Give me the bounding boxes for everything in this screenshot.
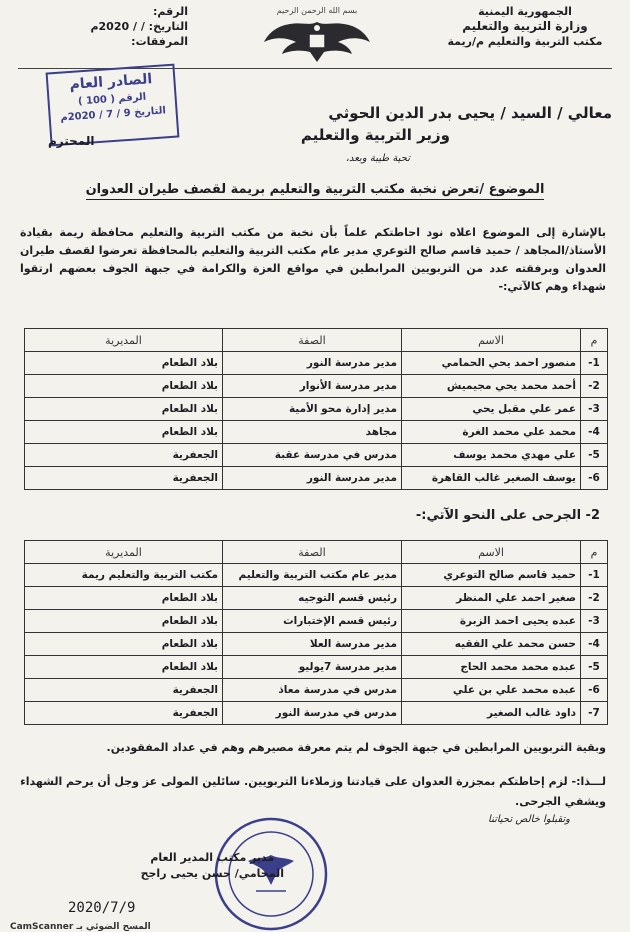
col-district: المديرية xyxy=(25,329,223,352)
cell-district: بلاد الطعام xyxy=(25,352,223,375)
table-row xyxy=(25,375,608,398)
closing-paragraph: لـــذا:- لزم إحاطتكم بمجزرة العدوان على قيادتنا وزملاءنا التربويين. سائلين المولى عز وجل أن يرحم الشهداء ويشفي الجرحى. xyxy=(20,775,606,808)
cell-role: مدير مدرسة 7يوليو xyxy=(223,656,402,679)
date-label: التاريخ: / / 2020م xyxy=(90,20,188,33)
cell-role: مدرس في مدرسة معاذ xyxy=(223,679,402,702)
cell-district: الجعفرية xyxy=(25,467,223,490)
cell-role: مدرس في مدرسة النور xyxy=(223,702,402,725)
cell-num: 5- xyxy=(581,444,608,467)
stamp-date: التاريخ 9 / 7 / 2020م xyxy=(60,105,167,124)
greeting: تحية طيبة وبعد، xyxy=(345,153,410,164)
cell-num: 4- xyxy=(581,633,608,656)
cell-role: مدير مدرسة الأنوار xyxy=(223,375,402,398)
cell-district: الجعفرية xyxy=(25,444,223,467)
cell-district: بلاد الطعام xyxy=(25,633,223,656)
cell-num: 2- xyxy=(581,375,608,398)
cell-name: حسن محمد علي الفقيه xyxy=(402,633,581,656)
ref-label: الرقم: xyxy=(153,5,188,18)
table-row xyxy=(25,702,608,725)
respected-label: المحترم xyxy=(48,134,95,148)
ministry-name: وزارة التربية والتعليم xyxy=(462,19,588,33)
office-name: مكتب التربية والتعليم م/ريمة xyxy=(447,35,603,48)
table-row xyxy=(25,633,608,656)
cell-district: بلاد الطعام xyxy=(25,656,223,679)
subject-text: الموضوع /تعرض نخبة مكتب التربية والتعليم بريمة لقصف طيران العدوان xyxy=(86,182,545,200)
table-row xyxy=(25,587,608,610)
stamp-number: الرقم ( 100 ) xyxy=(77,91,147,108)
subject-line xyxy=(0,182,630,197)
cell-role: مدير مدرسة النور xyxy=(223,467,402,490)
cell-role: مجاهد xyxy=(223,421,402,444)
col-name: الاسم xyxy=(402,329,581,352)
col-name: الاسم xyxy=(402,541,581,564)
signer-block xyxy=(141,850,284,882)
cell-role: مدرس في مدرسة عقبة xyxy=(223,444,402,467)
cell-name: منصور احمد يحي الحمامي xyxy=(402,352,581,375)
cell-num: 1- xyxy=(581,564,608,587)
cell-num: 5- xyxy=(581,656,608,679)
cell-num: 3- xyxy=(581,398,608,421)
cell-num: 6- xyxy=(581,467,608,490)
cell-district: بلاد الطعام xyxy=(25,398,223,421)
cell-role: مدير إدارة محو الأمية xyxy=(223,398,402,421)
cell-name: أحمد محمد يحي مجيميش xyxy=(402,375,581,398)
cell-role: مدير مدرسة النور xyxy=(223,352,402,375)
col-district: المديرية xyxy=(25,541,223,564)
scanner-watermark xyxy=(10,922,151,932)
cell-district: الجعفرية xyxy=(25,679,223,702)
intro-paragraph: بالإشارة إلى الموضوع اعلاه نود احاطتكم علماً بأن نخبة من مكتب التربية والتعليم محافظة ريمة بقيادة الأستاذ/المجاهد / حميد قاسم صالح التوعري مدير عام مكتب التربية والتعليم بالمحافظة تعرضوا لقصف طيران العدوان وبرفقته عدد من التربويين المرابطين في مواقع العزة والكرامة في جبهة الجوف بعضهم ارتقوا شهداء وهم كالآتي:- xyxy=(20,226,606,293)
table-row xyxy=(25,398,608,421)
table-header-row xyxy=(25,541,608,564)
cell-num: 2- xyxy=(581,587,608,610)
cell-district: بلاد الطعام xyxy=(25,587,223,610)
table-row xyxy=(25,421,608,444)
cell-name: عمر علي مقبل يحي xyxy=(402,398,581,421)
basmala: بسم الله الرحمن الرحيم xyxy=(276,6,358,15)
cell-name: عبده محمد علي بن علي xyxy=(402,679,581,702)
addressee-title: وزير التربية والتعليم xyxy=(300,126,450,144)
col-role: الصفة xyxy=(223,541,402,564)
missing-note: وبقية التربويين المرابطين في جبهة الجوف لم يتم معرفة مصيرهم وهم في عداد المفقودين. xyxy=(106,741,606,754)
stamp-title: الصادر العام xyxy=(69,71,153,93)
cell-name: عبده محمد محمد الحاج xyxy=(402,656,581,679)
table-header-row xyxy=(25,329,608,352)
cell-name: محمد علي محمد الغرة xyxy=(402,421,581,444)
addressee-name: معالي / السيد / يحيى بدر الدين الحوثي xyxy=(328,104,612,122)
country-name: الجمهورية اليمنية xyxy=(478,5,572,18)
letterhead-right xyxy=(440,4,610,49)
eagle-emblem-icon xyxy=(262,16,372,64)
regards-line: وتقبلوا خالص تحياتنا xyxy=(488,814,570,825)
table-row xyxy=(25,352,608,375)
cell-name: عبده يحيى احمد الزبرة xyxy=(402,610,581,633)
cell-district: مكتب التربية والتعليم ريمة xyxy=(25,564,223,587)
table-row xyxy=(25,656,608,679)
signer-name: المحامي/ حسن يحيى راجح xyxy=(140,867,284,880)
signature-date: 2020/7/9 xyxy=(68,900,136,916)
signer-title: مدير مكتب المدير العام xyxy=(150,851,275,864)
cell-role: مدير مدرسة العلا xyxy=(223,633,402,656)
wounded-heading: 2- الجرحى على النحو الآتي:- xyxy=(415,508,600,523)
cell-num: 3- xyxy=(581,610,608,633)
letterhead-left xyxy=(18,4,188,49)
col-role: الصفة xyxy=(223,329,402,352)
cell-role: رئيس قسم الإختبارات xyxy=(223,610,402,633)
table-row xyxy=(25,467,608,490)
cell-district: الجعفرية xyxy=(25,702,223,725)
cell-name: حميد قاسم صالح التوعري xyxy=(402,564,581,587)
cell-district: بلاد الطعام xyxy=(25,375,223,398)
attachments-label: المرفقات: xyxy=(131,35,188,48)
martyrs-table xyxy=(24,328,608,490)
cell-role: مدير عام مكتب التربية والتعليم xyxy=(223,564,402,587)
cell-name: صغير احمد علي المنظر xyxy=(402,587,581,610)
table-row xyxy=(25,444,608,467)
table-row xyxy=(25,679,608,702)
cell-num: 1- xyxy=(581,352,608,375)
table-row xyxy=(25,564,608,587)
cell-name: يوسف الصغير غالب القاهرة xyxy=(402,467,581,490)
emblem-block xyxy=(252,6,382,68)
col-num: م xyxy=(581,329,608,352)
cell-district: بلاد الطعام xyxy=(25,421,223,444)
col-num: م xyxy=(581,541,608,564)
cell-district: بلاد الطعام xyxy=(25,610,223,633)
table-row xyxy=(25,610,608,633)
cell-num: 4- xyxy=(581,421,608,444)
wounded-table xyxy=(24,540,608,725)
cell-num: 7- xyxy=(581,702,608,725)
cell-num: 6- xyxy=(581,679,608,702)
cell-name: داود غالب الصغير xyxy=(402,702,581,725)
scanner-text: CamScanner المسح الضوئي بـ xyxy=(10,922,151,932)
cell-role: رئيس قسم التوجيه xyxy=(223,587,402,610)
cell-name: علي مهدي محمد يوسف xyxy=(402,444,581,467)
